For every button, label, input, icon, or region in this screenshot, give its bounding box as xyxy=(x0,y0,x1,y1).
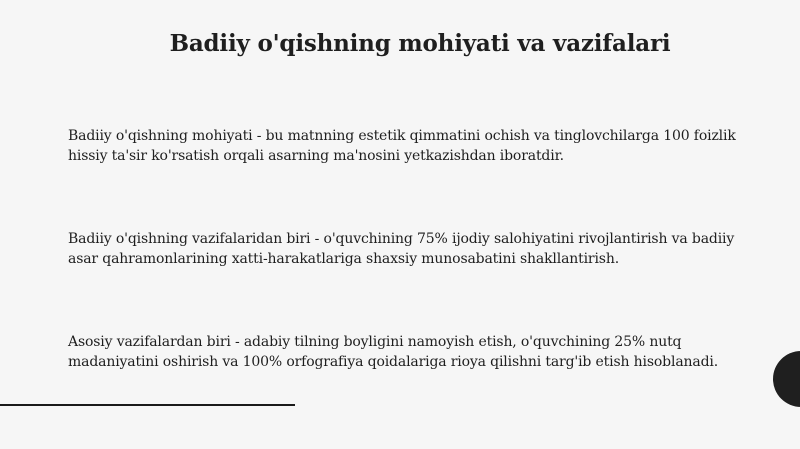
decorative-divider xyxy=(0,404,295,406)
slide-title: Badiiy o'qishning mohiyati va vazifalari xyxy=(169,30,671,57)
decorative-circle xyxy=(773,351,800,407)
paragraph-task-creative: Badiiy o'qishning vazifalaridan biri - o'quvchining 75% ijodiy salohiyatini rivojlantirish va badiiy asar qahramonlarining xatti-harakatlariga shaxsiy munosabatini shakllantirish. xyxy=(68,231,735,267)
paragraph-essence: Badiiy o'qishning mohiyati - bu matnning estetik qimmatini ochish va tinglovchilarga 100 foizlik hissiy ta'sir ko'rsatish orqali asarning ma'nosini yetkazishdan iboratdir. xyxy=(68,128,736,164)
paragraph-task-language: Asosiy vazifalardan biri - adabiy tilning boyligini namoyish etish, o'quvchining 25% nutq madaniyatini oshirish va 100% orfografiya qoidalariga rioya qilishni targ'ib etish hisoblanadi. xyxy=(68,334,719,370)
